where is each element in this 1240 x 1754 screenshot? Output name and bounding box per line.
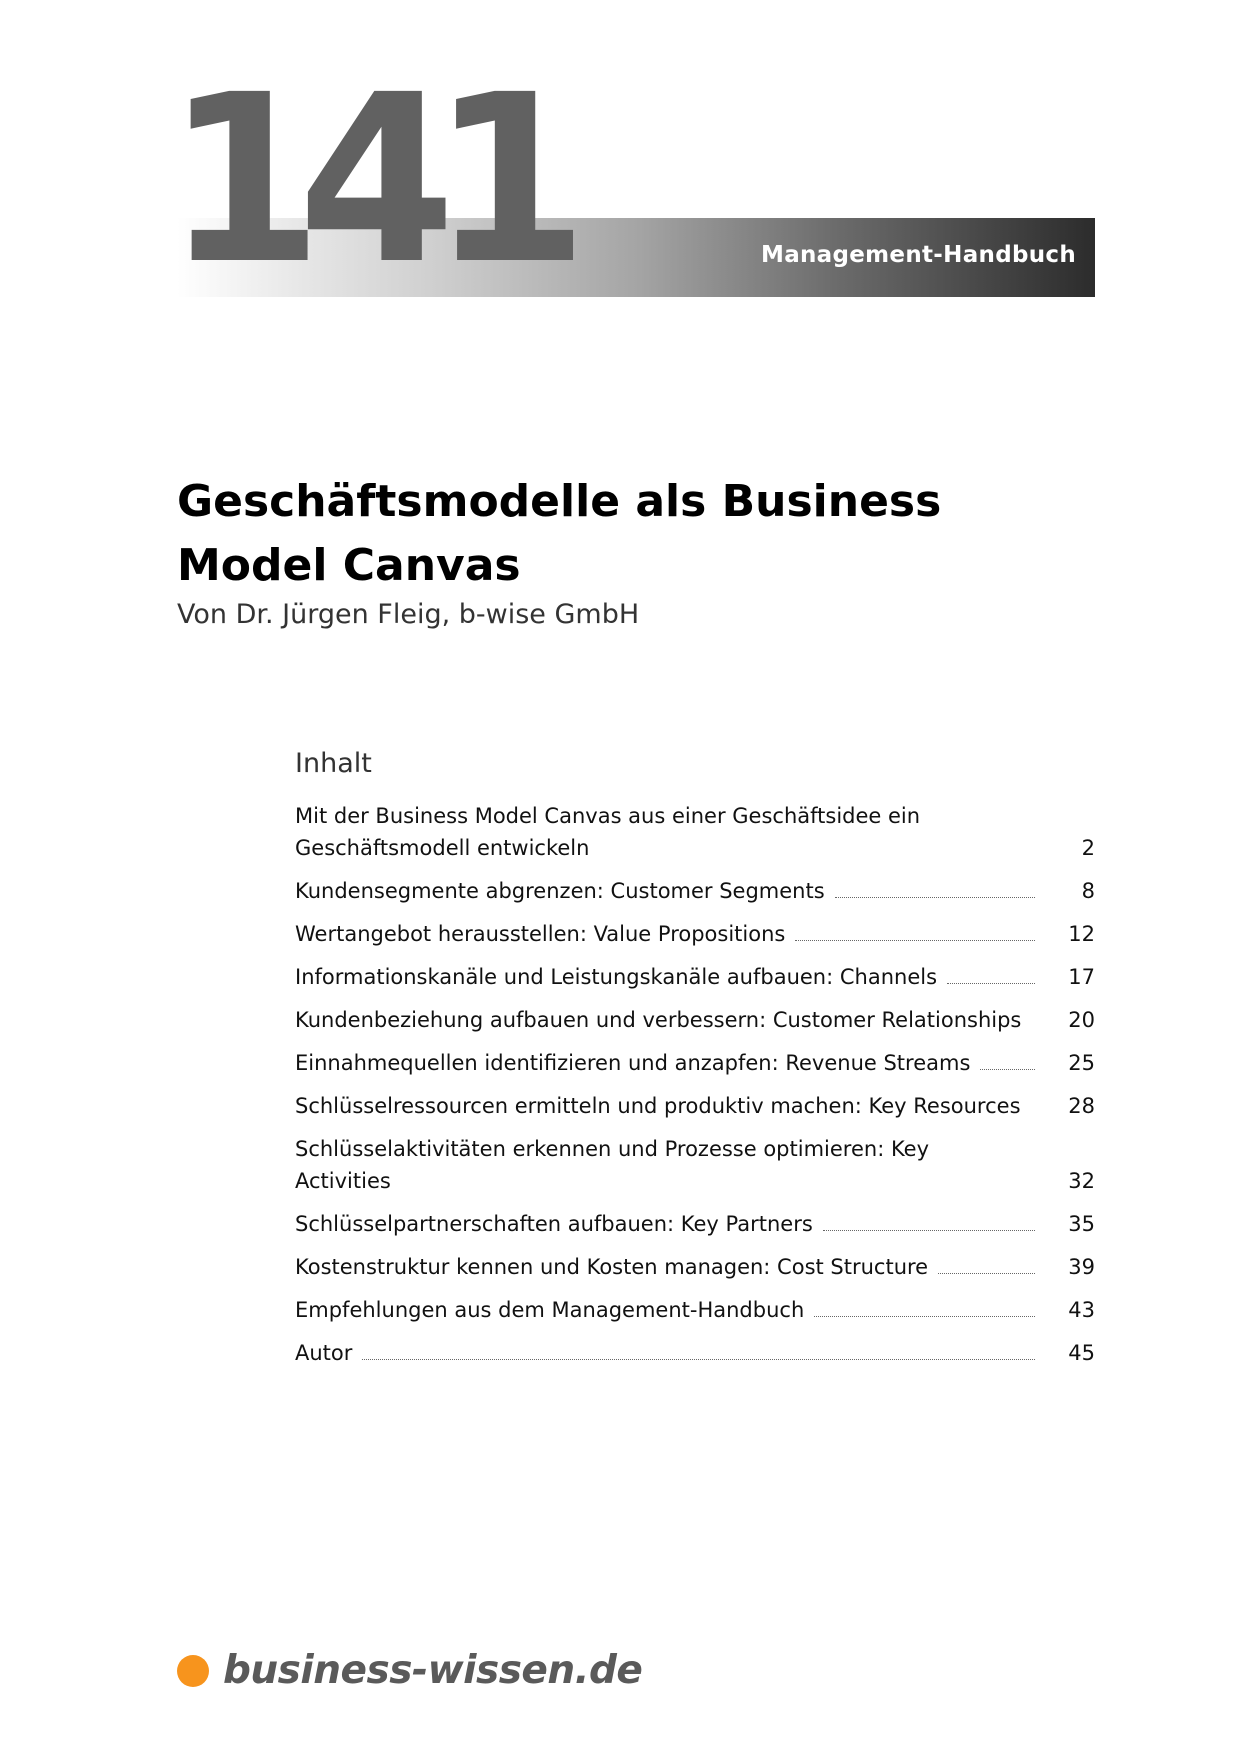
toc-item[interactable] [295, 1208, 1095, 1240]
header [165, 45, 1095, 315]
toc-heading: Inhalt [295, 748, 372, 779]
toc-leader [814, 1316, 1035, 1317]
toc-item-page: 8 [1081, 879, 1095, 903]
toc-item-page: 17 [1068, 965, 1095, 989]
toc-leader [362, 1359, 1035, 1360]
toc-item[interactable] [295, 1004, 1095, 1036]
table-of-contents [295, 748, 1095, 1380]
toc-item-title: Kundenbeziehung aufbauen und verbessern: Customer Relationships [295, 1008, 1022, 1032]
author-line: Von Dr. Jürgen Fleig, b-wise GmbH [177, 599, 640, 630]
toc-item[interactable] [295, 961, 1095, 993]
toc-item[interactable] [295, 1133, 1095, 1197]
toc-list [295, 800, 1095, 1369]
toc-item[interactable] [295, 800, 1095, 864]
toc-item-page: 32 [1068, 1169, 1095, 1193]
toc-item-title: Schlüsselaktivitäten erkennen und Prozesse optimieren: Key Activities [295, 1137, 930, 1193]
toc-item-page: 45 [1068, 1341, 1095, 1365]
toc-item-title: Kundensegmente abgrenzen: Customer Segments [295, 879, 825, 903]
toc-item[interactable] [295, 1337, 1095, 1369]
toc-item-title: Informationskanäle und Leistungskanäle aufbauen: Channels [295, 965, 938, 989]
toc-item-page: 25 [1068, 1051, 1095, 1075]
document-title: Geschäftsmodelle als Business Model Canvas [177, 476, 942, 591]
toc-item-title: Schlüsselressourcen ermitteln und produktiv machen: Key Resources [295, 1094, 1021, 1118]
site-name: business-wissen.de [223, 1648, 643, 1693]
toc-leader [795, 940, 1035, 941]
toc-item-page: 2 [1081, 836, 1095, 860]
orange-dot-icon [177, 1655, 209, 1687]
toc-item[interactable] [295, 1294, 1095, 1326]
toc-item-title: Schlüsselpartnerschaften aufbauen: Key Partners [295, 1212, 813, 1236]
toc-item-page: 35 [1068, 1212, 1095, 1236]
series-label: Management-Handbuch [761, 242, 1076, 268]
toc-leader [938, 1273, 1035, 1274]
site-logo[interactable] [177, 1648, 642, 1693]
toc-item-page: 28 [1068, 1094, 1095, 1118]
toc-leader [947, 983, 1035, 984]
issue-number: 141 [165, 45, 564, 315]
toc-item[interactable] [295, 875, 1095, 907]
toc-item[interactable] [295, 918, 1095, 950]
toc-item-title: Kostenstruktur kennen und Kosten managen: Cost Structure [295, 1255, 929, 1279]
toc-item-title: Mit der Business Model Canvas aus einer Geschäftsidee ein Geschäftsmodell entwickeln [295, 804, 921, 860]
toc-item[interactable] [295, 1251, 1095, 1283]
toc-item-page: 43 [1068, 1298, 1095, 1322]
toc-item-page: 39 [1068, 1255, 1095, 1279]
toc-leader [980, 1069, 1035, 1070]
toc-leader [823, 1230, 1035, 1231]
toc-item-title: Autor [295, 1341, 353, 1365]
toc-item-title: Wertangebot herausstellen: Value Propositions [295, 922, 786, 946]
toc-item-page: 12 [1068, 922, 1095, 946]
toc-leader [835, 897, 1035, 898]
toc-item[interactable] [295, 1090, 1095, 1122]
toc-item-title: Einnahmequellen identifizieren und anzapfen: Revenue Streams [295, 1051, 971, 1075]
toc-item[interactable] [295, 1047, 1095, 1079]
toc-item-page: 20 [1068, 1008, 1095, 1032]
toc-item-title: Empfehlungen aus dem Management-Handbuch [295, 1298, 805, 1322]
